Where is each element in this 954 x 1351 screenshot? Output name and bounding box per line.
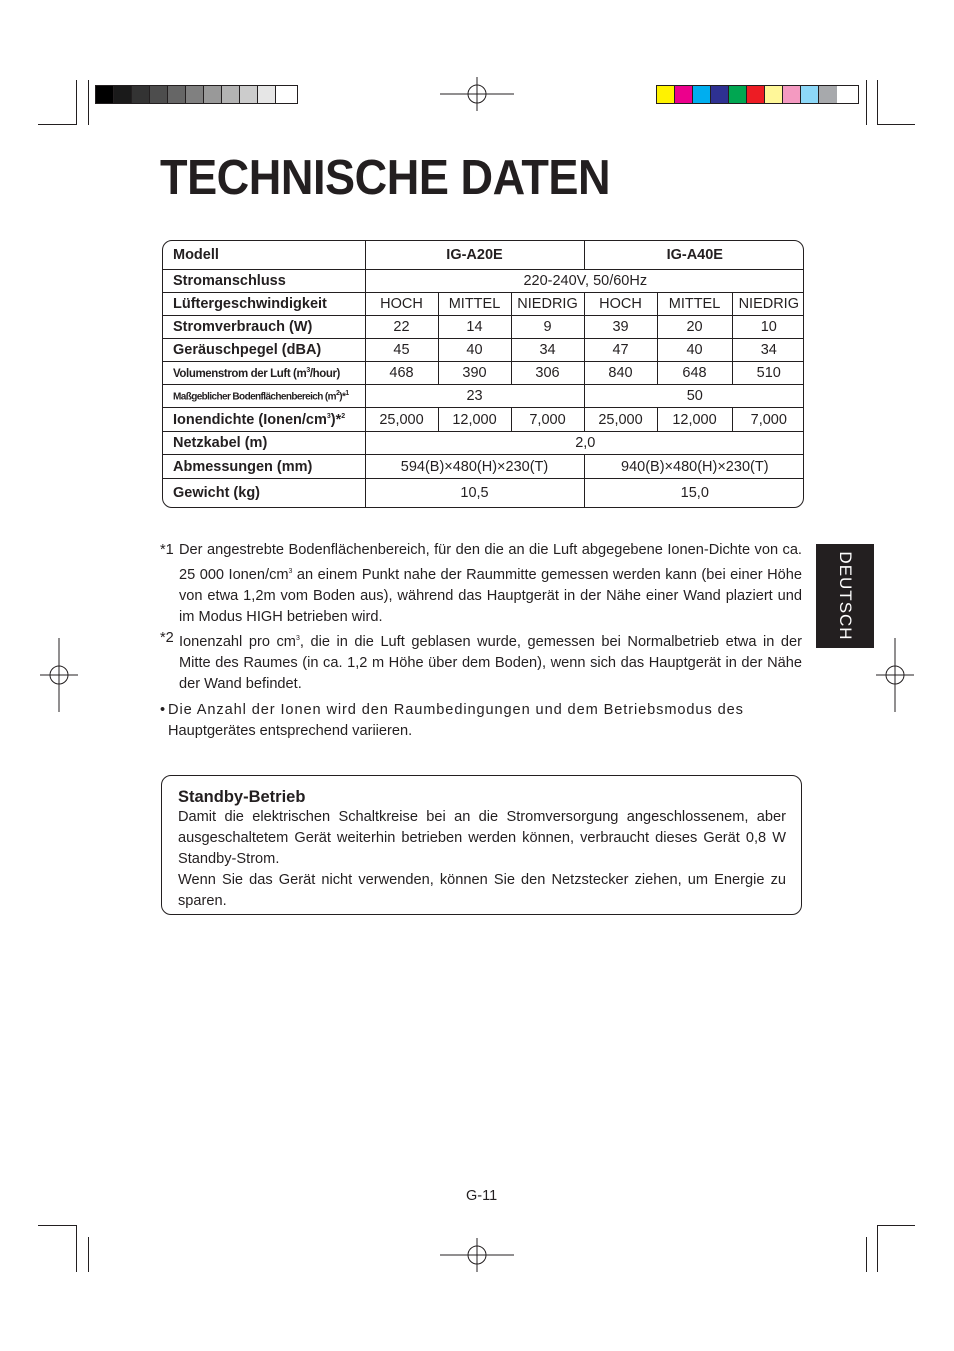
- gray-swatch: [96, 86, 114, 103]
- language-tab: [816, 544, 874, 648]
- standby-paragraph-2: Wenn Sie das Gerät nicht verwenden, können Sie den Netzstecker ziehen, um Energie zu sparen.: [178, 872, 786, 909]
- row-label-model: Modell: [163, 241, 365, 269]
- table-row: [163, 269, 804, 292]
- footnote-2: *2 Ionenzahl pro $cm^3$, die in die Luft geblasen wurde, gemessen bei Normalbetrieb etwa in der Mitte des Raumes (in ca. 1,2 m Höhe über dem Boden), wenn sich das Hauptgerät in der Nähe der Wand befindet.: [160, 629, 802, 692]
- table-cell: 7,000: [511, 408, 584, 432]
- color-swatch: [675, 86, 693, 103]
- table-cell: 25,000: [584, 408, 657, 432]
- color-swatch: [747, 86, 765, 103]
- row-label-power-consumption: Stromverbrauch (W): [163, 315, 365, 338]
- table-row: [163, 315, 804, 338]
- table-cell: 12,000: [438, 408, 511, 432]
- gray-swatch: [132, 86, 150, 103]
- table-cell: 40: [438, 338, 511, 361]
- color-swatch: [765, 86, 783, 103]
- footnote-1-mark: *1: [160, 542, 174, 558]
- registration-mark-top-icon: [440, 57, 514, 131]
- standby-heading: Standby-Betrieb: [178, 788, 306, 806]
- registration-mark-left-icon: [22, 638, 96, 712]
- color-swatch-bar: [656, 85, 859, 104]
- gray-swatch: [222, 86, 240, 103]
- row-label-weight: Gewicht (kg): [163, 479, 365, 507]
- footnote-2-text: Ionenzahl pro cm: [179, 633, 296, 650]
- table-cell: 840: [584, 361, 657, 384]
- table-row: [163, 432, 804, 455]
- table-cell: 648: [657, 361, 732, 384]
- table-cell: 50: [584, 384, 804, 407]
- table-cell: 390: [438, 361, 511, 384]
- row-label-dimensions: Abmessungen (mm): [163, 455, 365, 479]
- table-row: [163, 361, 804, 384]
- footnotes: [160, 540, 802, 742]
- table-cell: NIEDRIG: [732, 292, 804, 315]
- model-ig-a20e: IG-A20E: [365, 241, 584, 269]
- table-row: [163, 455, 804, 479]
- color-swatch: [711, 86, 729, 103]
- color-swatch: [657, 86, 675, 103]
- spec-table: [162, 240, 804, 508]
- gray-swatch: [276, 86, 294, 103]
- footnote-1-text: Der angestrebte Bodenflächenbereich, für den die an die Luft abgegebene Ionen-Dichte von ca. 25 000 Ionen/cm: [179, 542, 802, 583]
- table-row: [163, 479, 804, 507]
- row-label-noise-level: Geräuschpegel (dBA): [163, 338, 365, 361]
- gray-swatch: [114, 86, 132, 103]
- color-swatch: [801, 86, 819, 103]
- table-cell: 10: [732, 315, 804, 338]
- row-label-ion-density: Ionendichte $(Ionen/cm^3)*^2$: [163, 408, 365, 432]
- standby-paragraph-1: Damit die elektrischen Schaltkreise bei an die Stromversorgung angeschlossenem, aber ausgeschaltetem Gerät weiterhin betrieben werden können, verbraucht dieses Gerät 0,8 W Standby-Strom.: [178, 809, 786, 867]
- table-cell: NIEDRIG: [511, 292, 584, 315]
- gray-swatch: [150, 86, 168, 103]
- table-cell: 7,000: [732, 408, 804, 432]
- model-ig-a40e: IG-A40E: [584, 241, 804, 269]
- table-row: [163, 338, 804, 361]
- footnote-2-mark: *2: [160, 629, 174, 646]
- table-cell: 34: [511, 338, 584, 361]
- registration-mark-right-icon: [858, 638, 932, 712]
- table-row: [163, 384, 804, 407]
- table-cell: 940(B)×480(H)×230(T): [584, 455, 804, 479]
- table-cell: 40: [657, 338, 732, 361]
- table-cell: 25,000: [365, 408, 438, 432]
- page-title: TECHNISCHE DATEN: [160, 151, 611, 205]
- table-row: [163, 408, 804, 432]
- table-cell: 2,0: [365, 432, 804, 455]
- row-label-power-supply: Stromanschluss: [163, 269, 365, 292]
- bullet-note-text: Die Anzahl der Ionen wird den Raumbedingungen und dem Betriebsmodus des: [168, 701, 744, 718]
- table-cell: 510: [732, 361, 804, 384]
- gray-swatch: [258, 86, 276, 103]
- table-cell: MITTEL: [438, 292, 511, 315]
- color-swatch: [693, 86, 711, 103]
- table-cell: 9: [511, 315, 584, 338]
- table-cell: MITTEL: [657, 292, 732, 315]
- table-cell: 22: [365, 315, 438, 338]
- grayscale-swatch-bar: [95, 85, 298, 104]
- table-row: [163, 241, 804, 269]
- table-cell: 594(B)×480(H)×230(T): [365, 455, 584, 479]
- gray-swatch: [240, 86, 258, 103]
- table-cell: 306: [511, 361, 584, 384]
- gray-swatch: [168, 86, 186, 103]
- table-cell: 39: [584, 315, 657, 338]
- table-cell: 45: [365, 338, 438, 361]
- row-label-fan-speed: Lüftergeschwindigkeit: [163, 292, 365, 315]
- table-cell: 12,000: [657, 408, 732, 432]
- standby-box: [161, 775, 802, 915]
- table-row: [163, 292, 804, 315]
- table-cell: 23: [365, 384, 584, 407]
- bullet-note-text-2: Hauptgerätes entsprechend variieren.: [168, 722, 413, 739]
- gray-swatch: [204, 86, 222, 103]
- color-swatch: [783, 86, 801, 103]
- table-cell: 10,5: [365, 479, 584, 507]
- row-label-floor-area: Maßgeblicher Bodenflächenbereich $(m^2)*^1$: [163, 384, 365, 407]
- table-cell: HOCH: [584, 292, 657, 315]
- table-cell: 47: [584, 338, 657, 361]
- table-cell: 34: [732, 338, 804, 361]
- page-number: G-11: [466, 1188, 498, 1204]
- footnote-1: *1 Der angestrebte Bodenflächenbereich, für den die an die Luft abgegebene Ionen-Dichte von ca. 25 000 Ionen/$cm^3$ an einem Punkt nahe der Raummitte gemessen werden kann (bei einer Höhe von etwa 1,2m vom Boden aus), während das Hauptgerät in der Nähe einer Wand plaziert und im Modus HIGH betrieben wird.: [160, 542, 802, 625]
- table-cell: HOCH: [365, 292, 438, 315]
- row-label-power-cord: Netzkabel (m): [163, 432, 365, 455]
- color-swatch: [729, 86, 747, 103]
- table-cell: 20: [657, 315, 732, 338]
- color-swatch: [819, 86, 837, 103]
- table-cell: 15,0: [584, 479, 804, 507]
- table-cell: 468: [365, 361, 438, 384]
- table-cell: 14: [438, 315, 511, 338]
- language-tab-label: DEUTSCH: [836, 551, 855, 641]
- row-label-air-flow: Volumenstrom der Luft $(m^3/hour)$: [163, 361, 365, 384]
- bullet-note: [160, 700, 802, 742]
- registration-mark-bottom-icon: [440, 1218, 514, 1292]
- gray-swatch: [186, 86, 204, 103]
- bullet-icon: •: [160, 701, 167, 718]
- table-cell: 220-240V, 50/60Hz: [365, 269, 804, 292]
